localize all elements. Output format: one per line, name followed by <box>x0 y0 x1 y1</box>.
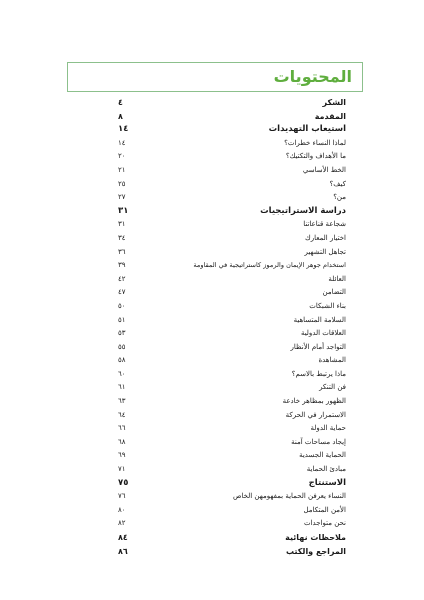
toc-entry <box>118 490 346 504</box>
toc-entry-page: ٥١ <box>118 315 126 324</box>
toc-entry-label: الاستمرار في الحركة <box>285 410 346 419</box>
toc-entry-label: ملاحظات نهائية <box>285 533 346 542</box>
toc-entry-label: الشكر <box>322 98 346 107</box>
toc-entry-label: استخدام جوهر الإيمان والرموز كاستراتيجية في المقاومة <box>193 261 346 270</box>
toc-entry <box>118 368 346 382</box>
toc-entry <box>118 259 346 273</box>
toc-entry-page: ١٤ <box>118 124 129 135</box>
toc-entry <box>118 531 346 545</box>
toc-entry-page: ٦١ <box>118 383 126 392</box>
toc-entry <box>118 273 346 287</box>
toc-entry <box>118 381 346 395</box>
toc-entry-page: ٤٧ <box>118 288 126 297</box>
toc-entry-page: ٦٩ <box>118 451 126 460</box>
toc-entry-page: ٧٥ <box>118 477 129 488</box>
toc-entry <box>118 436 346 450</box>
toc-entry-label: فن التنكر <box>319 383 346 392</box>
table-of-contents <box>118 96 346 558</box>
toc-entry-label: كيف؟ <box>329 179 346 188</box>
toc-entry <box>118 123 346 137</box>
toc-entry <box>118 218 346 232</box>
toc-entry-label: السلامة المتساهية <box>293 315 346 324</box>
toc-entry-label: نحن متواجدات <box>304 519 346 528</box>
toc-entry-page: ٤٢ <box>118 274 126 283</box>
toc-entry-page: ٥٥ <box>118 342 126 351</box>
toc-entry-page: ٦٦ <box>118 424 126 433</box>
toc-entry-page: ٢٧ <box>118 193 126 202</box>
toc-entry-page: ٨ <box>118 111 123 121</box>
toc-entry-page: ٦٠ <box>118 369 126 378</box>
toc-entry-page: ٨٤ <box>118 533 128 542</box>
toc-entry <box>118 545 346 559</box>
toc-entry-page: ٦٨ <box>118 437 126 446</box>
toc-entry-page: ٦٣ <box>118 397 126 406</box>
toc-entry-label: الأمن المتكامل <box>303 505 346 514</box>
toc-entry <box>118 422 346 436</box>
toc-entry-page: ٥٨ <box>118 356 126 365</box>
toc-entry-label: دراسة الاستراتيجيات <box>260 205 346 216</box>
toc-entry-label: اختيار المعارك <box>304 233 346 242</box>
toc-entry <box>118 232 346 246</box>
toc-entry <box>118 327 346 341</box>
toc-entry <box>118 178 346 192</box>
toc-entry-page: ٥٣ <box>118 329 126 338</box>
toc-entry <box>118 341 346 355</box>
toc-entry-page: ٢٥ <box>118 179 126 188</box>
toc-entry-page: ٢١ <box>118 165 126 174</box>
toc-entry-label: لماذا النساء خطرات؟ <box>284 138 346 147</box>
toc-entry-page: ٤ <box>118 98 123 107</box>
toc-entry-page: ٢٠ <box>118 152 126 161</box>
toc-entry <box>118 477 346 491</box>
toc-entry <box>118 504 346 518</box>
toc-entry-label: إيجاد مساحات آمنة <box>291 437 346 446</box>
toc-entry-label: الخط الأساسي <box>302 165 346 174</box>
toc-entry <box>118 517 346 531</box>
toc-entry-label: ماذا يرتبط بالاسم؟ <box>291 369 346 378</box>
toc-entry <box>118 96 346 110</box>
toc-entry-label: الظهور بمظاهر خادعة <box>282 397 346 406</box>
toc-entry-label: التضامن <box>322 288 346 297</box>
toc-entry-label: استيعاب التهديدات <box>268 124 346 135</box>
toc-entry-page: ٨٠ <box>118 505 126 514</box>
toc-entry-label: من؟ <box>333 193 346 202</box>
toc-entry-label: بناء الشبكات <box>309 301 346 310</box>
toc-entry <box>118 110 346 124</box>
toc-entry-label: مبادئ الحماية <box>306 465 346 474</box>
toc-entry <box>118 205 346 219</box>
toc-entry <box>118 137 346 151</box>
toc-entry <box>118 286 346 300</box>
toc-entry-page: ٧٦ <box>118 492 126 501</box>
toc-entry-label: ما الأهداف والتكتيك؟ <box>285 152 346 161</box>
toc-entry <box>118 300 346 314</box>
toc-entry-page: ٥٠ <box>118 301 126 310</box>
toc-entry-label: المقدمة <box>314 111 346 121</box>
toc-entry-label: الحماية الجسدية <box>299 451 346 460</box>
toc-entry-page: ٣٦ <box>118 247 126 256</box>
contents-title: المحتويات <box>273 67 352 86</box>
toc-entry-label: العائلة <box>328 274 346 283</box>
toc-entry <box>118 409 346 423</box>
toc-entry-label: النساء يعرفن الحماية بمفهومهن الخاص <box>233 492 346 501</box>
toc-entry-label: المشاهدة <box>318 356 346 365</box>
toc-entry <box>118 150 346 164</box>
toc-entry-label: حماية الدولة <box>310 424 346 433</box>
toc-entry <box>118 395 346 409</box>
contents-title-box <box>67 62 363 92</box>
toc-entry-label: شجاعة قناعاتنا <box>303 220 346 229</box>
toc-entry-page: ٧١ <box>118 465 126 474</box>
toc-entry <box>118 246 346 260</box>
toc-entry-page: ١٤ <box>118 138 126 147</box>
toc-entry <box>118 314 346 328</box>
toc-entry-page: ٣٩ <box>118 261 126 270</box>
toc-entry <box>118 191 346 205</box>
toc-entry-page: ٨٦ <box>118 546 128 556</box>
toc-entry <box>118 354 346 368</box>
toc-entry <box>118 463 346 477</box>
toc-entry-page: ٣٤ <box>118 233 126 242</box>
toc-entry-label: العلاقات الدولية <box>300 329 346 338</box>
toc-entry-label: التواجد أمام الأنظار <box>290 342 346 351</box>
toc-entry-page: ٦٤ <box>118 410 126 419</box>
toc-entry <box>118 449 346 463</box>
toc-entry-label: الاستنتاج <box>308 477 346 488</box>
toc-entry <box>118 164 346 178</box>
toc-entry-page: ٨٢ <box>118 519 126 528</box>
toc-entry-label: المراجع والكتب <box>286 546 346 556</box>
toc-entry-page: ٣١ <box>118 220 126 229</box>
toc-entry-label: تجاهل التشهير <box>304 247 346 256</box>
toc-entry-page: ٣١ <box>118 205 129 216</box>
